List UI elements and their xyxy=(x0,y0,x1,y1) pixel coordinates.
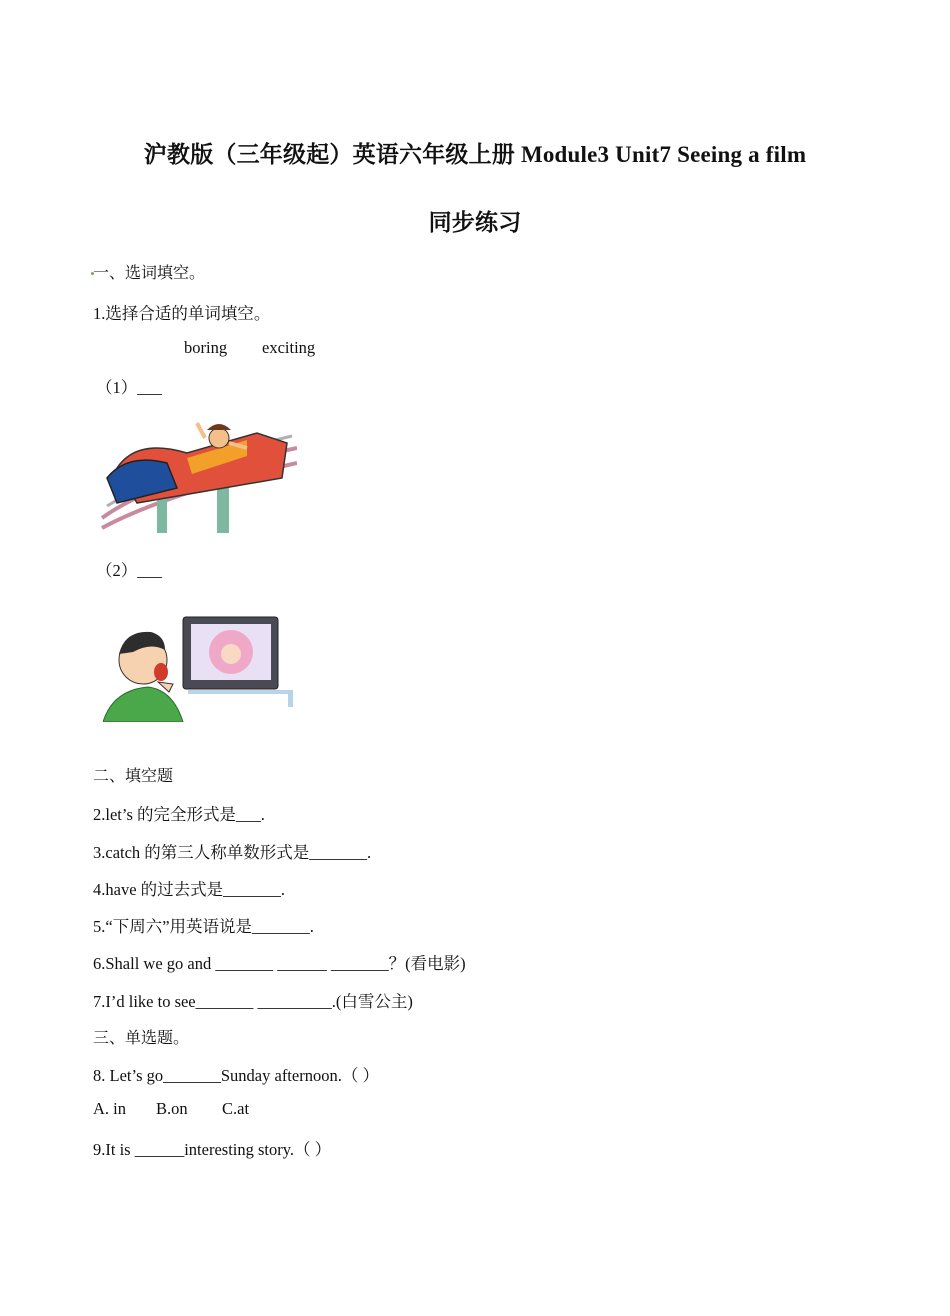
section-1-heading: 一、选词填空。 xyxy=(93,263,206,282)
question-6: 6.Shall we go and _______ ______ _______？(看电影) xyxy=(93,954,466,973)
option-c: C.at xyxy=(222,1099,250,1118)
option-a: A. in xyxy=(93,1099,126,1118)
option-b: B.on xyxy=(156,1099,188,1118)
question-9: 9.It is ______interesting story.（ ） xyxy=(93,1140,332,1159)
word-bank-item: boring xyxy=(184,338,228,357)
question-2: 2.let’s 的完全形式是___. xyxy=(93,805,265,824)
question-1-item-1: （1）___ xyxy=(96,378,162,397)
section-2-heading: 二、填空题 xyxy=(93,766,174,785)
question-5: 5.“下周六”用英语说是_______. xyxy=(93,917,314,936)
question-8: 8. Let’s go_______Sunday afternoon.（ ） xyxy=(93,1066,379,1085)
word-bank-item: exciting xyxy=(262,338,316,357)
question-1-item-2: （2）___ xyxy=(96,561,162,580)
boy-watching-tv-image xyxy=(103,612,298,722)
document-subtitle: 同步练习 xyxy=(428,210,522,235)
question-4: 4.have 的过去式是_______. xyxy=(93,880,286,899)
question-7: 7.I’d like to see_______ _________.(白雪公主) xyxy=(93,992,413,1011)
roller-coaster-image xyxy=(97,408,297,533)
question-1-prompt: 1.选择合适的单词填空。 xyxy=(93,304,271,323)
section-3-heading: 三、单选题。 xyxy=(93,1028,190,1047)
document-title: 沪教版（三年级起）英语六年级上册 Module3 Unit7 Seeing a film xyxy=(143,142,807,167)
question-3: 3.catch 的第三人称单数形式是_______. xyxy=(93,843,372,862)
